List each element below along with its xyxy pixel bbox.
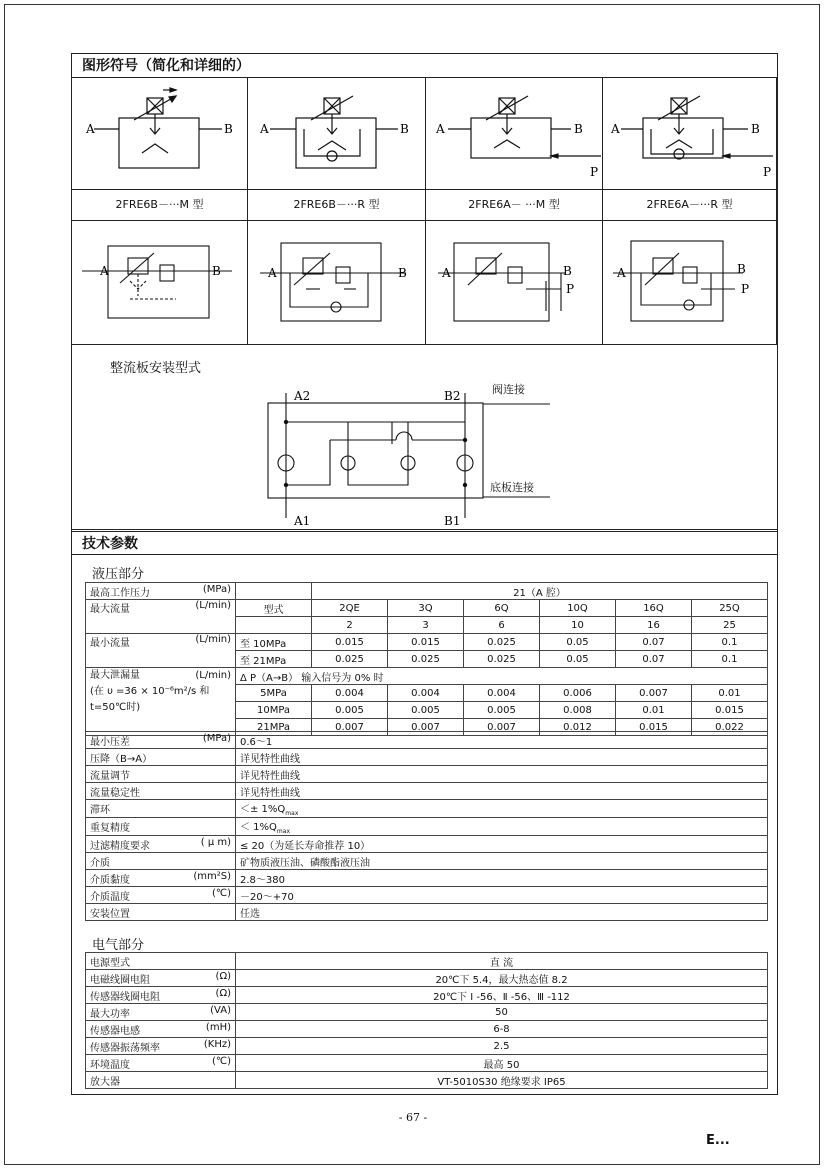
- symbol-simple-2: [248, 78, 426, 190]
- param-label: 放大器: [86, 1072, 236, 1089]
- param-value: 6-8: [236, 1021, 768, 1038]
- table-row: [86, 732, 768, 749]
- param-value: 详见特性曲线: [236, 783, 768, 800]
- param-value: 2.8～380: [236, 870, 768, 887]
- svg-text:P: P: [741, 282, 750, 296]
- table-row: 5MPa 0.004 0.004 0.004 0.006 0.007 0.01: [86, 685, 768, 702]
- param-label: 流量稳定性: [86, 783, 236, 800]
- svg-text:A: A: [100, 264, 109, 278]
- table-row: [86, 1072, 768, 1089]
- type-label-1: 2FRE6B－···M 型: [72, 190, 248, 221]
- type-label-4: 2FRE6A－···R 型: [603, 190, 777, 221]
- table-row: 最小流量 (L/min) 至 10MPa 0.015 0.015 0.025 0.05 0.07 0.1: [86, 634, 768, 651]
- param-value: －20～+70: [236, 887, 768, 904]
- symbol-detail-2: [248, 221, 426, 345]
- svg-text:A: A: [268, 266, 277, 280]
- param-value: 2.5: [236, 1038, 768, 1055]
- svg-text:A: A: [86, 122, 95, 136]
- table-row: [86, 870, 768, 887]
- rectifier-title: 整流板安装型式: [110, 361, 202, 376]
- electric-title: 电气部分: [92, 938, 145, 953]
- base-connection-label: 底板连接: [490, 481, 534, 494]
- symbols-title: 图形符号（简化和详细的）: [72, 54, 777, 78]
- param-value: 50: [236, 1004, 768, 1021]
- param-label: 过滤精度要求 ( μ m): [86, 836, 236, 853]
- hydraulic-table: [85, 582, 768, 736]
- table-row: [86, 970, 768, 987]
- table-row: [86, 987, 768, 1004]
- rectifier-diagram: [72, 345, 777, 530]
- tech-title: 技术参数: [72, 531, 777, 555]
- symbol-simple-1: [72, 78, 248, 190]
- param-label: 环境温度 (℃): [86, 1055, 236, 1072]
- symbol-simple-4: [603, 78, 777, 190]
- param-value: 详见特性曲线: [236, 749, 768, 766]
- valve-connection-label: 阀连接: [492, 383, 525, 396]
- param-label: 安装位置: [86, 904, 236, 921]
- svg-text:A: A: [617, 266, 626, 280]
- param-label: 流量调节: [86, 766, 236, 783]
- svg-text:B: B: [563, 264, 572, 278]
- param-label: 压降（B→A）: [86, 749, 236, 766]
- rectifier-section: [72, 345, 777, 530]
- param-label: 传感器线圈电阻 (Ω): [86, 987, 236, 1004]
- svg-text:B1: B1: [444, 514, 461, 528]
- type-label-2: 2FRE6B－···R 型: [248, 190, 426, 221]
- param-value: 详见特性曲线: [236, 766, 768, 783]
- hydraulic-props-table: [85, 731, 768, 921]
- table-row: [86, 1021, 768, 1038]
- param-label: 最小压差 (MPa): [86, 732, 236, 749]
- param-label: 介质黏度 (mm²S): [86, 870, 236, 887]
- param-label: 电磁线圈电阻 (Ω): [86, 970, 236, 987]
- table-row: 2 3 6 10 16 25: [86, 617, 768, 634]
- param-value: ≤ 20（为延长寿命推荐 10）: [236, 836, 768, 853]
- table-row: [86, 887, 768, 904]
- param-label: 介质: [86, 853, 236, 870]
- param-label: 传感器电感 (mH): [86, 1021, 236, 1038]
- table-row: 最高工作压力 (MPa) 21（A 腔）: [86, 583, 768, 600]
- logo: E...: [706, 1133, 730, 1148]
- param-value: VT-5010S30 绝缘要求 IP65: [236, 1072, 768, 1089]
- table-row: [86, 749, 768, 766]
- symbol-simple-3: [426, 78, 603, 190]
- svg-text:A: A: [436, 122, 445, 136]
- param-label: 最大功率 (VA): [86, 1004, 236, 1021]
- svg-text:A: A: [611, 122, 620, 136]
- table-row: [86, 783, 768, 800]
- svg-text:A: A: [260, 122, 269, 136]
- table-row: 至 21MPa 0.025 0.025 0.025 0.05 0.07 0.1: [86, 651, 768, 668]
- svg-text:B: B: [751, 122, 760, 136]
- symbol-detail-4: [603, 221, 777, 345]
- type-label-3: 2FRE6A－ ···M 型: [426, 190, 603, 221]
- param-value: 最高 50: [236, 1055, 768, 1072]
- content-frame: [71, 53, 778, 1095]
- table-row: [86, 800, 768, 818]
- param-value: 矿物质液压油、磷酸酯液压油: [236, 853, 768, 870]
- symbol-detail-3: [426, 221, 603, 345]
- table-row: [86, 1055, 768, 1072]
- svg-text:B2: B2: [444, 389, 461, 403]
- svg-text:P: P: [566, 282, 575, 296]
- param-label: 重复精度: [86, 818, 236, 836]
- svg-text:B: B: [224, 122, 233, 136]
- svg-text:A2: A2: [294, 389, 311, 403]
- hydraulic-title: 液压部分: [92, 567, 145, 582]
- param-label: 电源型式: [86, 953, 236, 970]
- table-row: 最大流量 (L/min) 型式 2QE 3Q 6Q 10Q 16Q 25Q: [86, 600, 768, 617]
- table-row: 最大泄漏量 (L/min) (在 υ =36 × 10⁻⁶m²/s 和 t=50℃时) Δ P（A→B） 输入信号为 0% 时: [86, 668, 768, 685]
- param-value: 任选: [236, 904, 768, 921]
- electric-table: [85, 952, 768, 1089]
- table-row: [86, 836, 768, 853]
- svg-text:B: B: [574, 122, 583, 136]
- table-row: [86, 1004, 768, 1021]
- table-row: 10MPa 0.005 0.005 0.005 0.008 0.01 0.015: [86, 702, 768, 719]
- page-number: - 67 -: [398, 1111, 428, 1124]
- svg-text:B: B: [398, 266, 407, 280]
- param-value: 20℃下 Ⅰ -56、Ⅱ -56、Ⅲ -112: [236, 987, 768, 1004]
- svg-text:P: P: [590, 165, 599, 179]
- svg-text:B: B: [400, 122, 409, 136]
- svg-text:B: B: [212, 264, 221, 278]
- table-row: [86, 853, 768, 870]
- simplified-valve-symbol: [72, 78, 248, 190]
- param-label: 滞环: [86, 800, 236, 818]
- table-row: [86, 1038, 768, 1055]
- table-row: [86, 904, 768, 921]
- svg-text:P: P: [763, 165, 772, 179]
- symbol-detail-1: [72, 221, 248, 345]
- table-row: [86, 766, 768, 783]
- param-value: ＜ $1\%Q_{max}$: [236, 818, 768, 836]
- svg-text:B: B: [737, 262, 746, 276]
- svg-text:A1: A1: [294, 514, 311, 528]
- table-row: 21MPa 0.007 0.007 0.007 0.012 0.015 0.022: [86, 719, 768, 736]
- table-row: [86, 818, 768, 836]
- param-label: 介质温度 (℃): [86, 887, 236, 904]
- svg-text:A: A: [442, 266, 451, 280]
- param-value: 20℃下 5.4，最大热态值 8.2: [236, 970, 768, 987]
- param-value: 直 流: [236, 953, 768, 970]
- param-value: 0.6～1: [236, 732, 768, 749]
- table-row: [86, 953, 768, 970]
- param-value: ＜± $1\%Q_{max}$: [236, 800, 768, 818]
- param-label: 传感器振荡频率 (KHz): [86, 1038, 236, 1055]
